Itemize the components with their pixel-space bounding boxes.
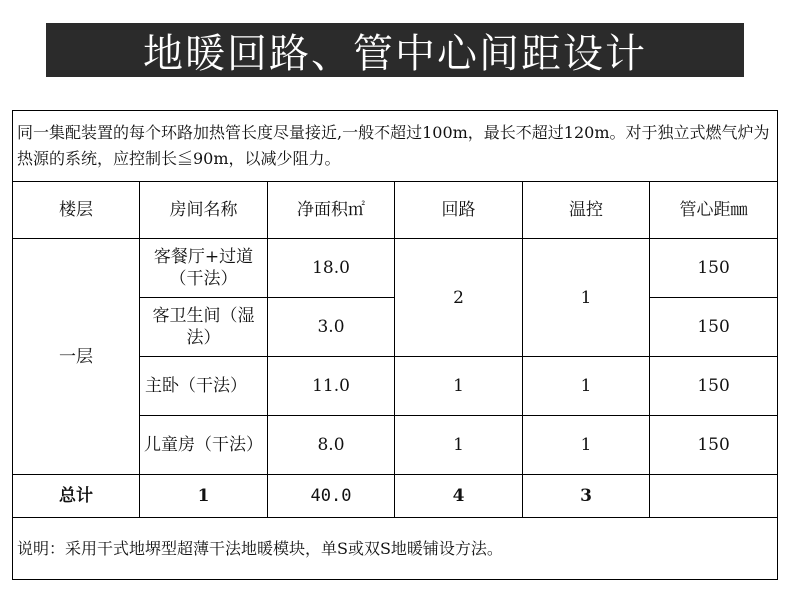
loops-cell: 1	[395, 416, 523, 475]
control-merged-cell: 1	[523, 239, 650, 357]
spacing-cell: 150	[650, 416, 778, 475]
total-spacing	[650, 475, 778, 518]
control-cell: 1	[523, 357, 650, 416]
header-loops: 回路	[395, 182, 523, 239]
header-floor: 楼层	[13, 182, 140, 239]
table-row	[13, 239, 778, 298]
total-row	[13, 475, 778, 518]
loops-merged-cell: 2	[395, 239, 523, 357]
total-loops: 4	[395, 475, 523, 518]
area-cell: 3.0	[268, 298, 395, 357]
page-title: 地暖回路、管中心间距设计	[46, 23, 744, 77]
total-area: 40.0	[268, 475, 395, 518]
room-name: 客餐厅+过道（干法）	[140, 239, 268, 298]
spacing-cell: 150	[650, 239, 778, 298]
area-cell: 18.0	[268, 239, 395, 298]
spacing-cell: 150	[650, 357, 778, 416]
header-control: 温控	[523, 182, 650, 239]
room-name: 主卧（干法）	[140, 357, 268, 416]
room-name: 客卫生间（湿法）	[140, 298, 268, 357]
total-control: 3	[523, 475, 650, 518]
total-label: 总计	[13, 475, 140, 518]
control-cell: 1	[523, 416, 650, 475]
total-rooms: 1	[140, 475, 268, 518]
header-spacing: 管心距㎜	[650, 182, 778, 239]
area-cell: 11.0	[268, 357, 395, 416]
header-room: 房间名称	[140, 182, 268, 239]
room-name: 儿童房（干法）	[140, 416, 268, 475]
area-cell: 8.0	[268, 416, 395, 475]
header-area: 净面积㎡	[268, 182, 395, 239]
spacing-cell: 150	[650, 298, 778, 357]
loops-cell: 1	[395, 357, 523, 416]
note-text: 说明：采用干式地堺型超薄干法地暖模块，单S或双S地暖铺设方法。	[13, 518, 778, 580]
intro-text: 同一集配装置的每个环路加热管长度尽量接近,一般不超过100m，最长不超过120m。对于独立式燃气炉为热源的系统，应控制长≦90m，以减少阻力。	[13, 111, 778, 182]
design-table	[12, 110, 778, 580]
floor-cell: 一层	[13, 239, 140, 475]
